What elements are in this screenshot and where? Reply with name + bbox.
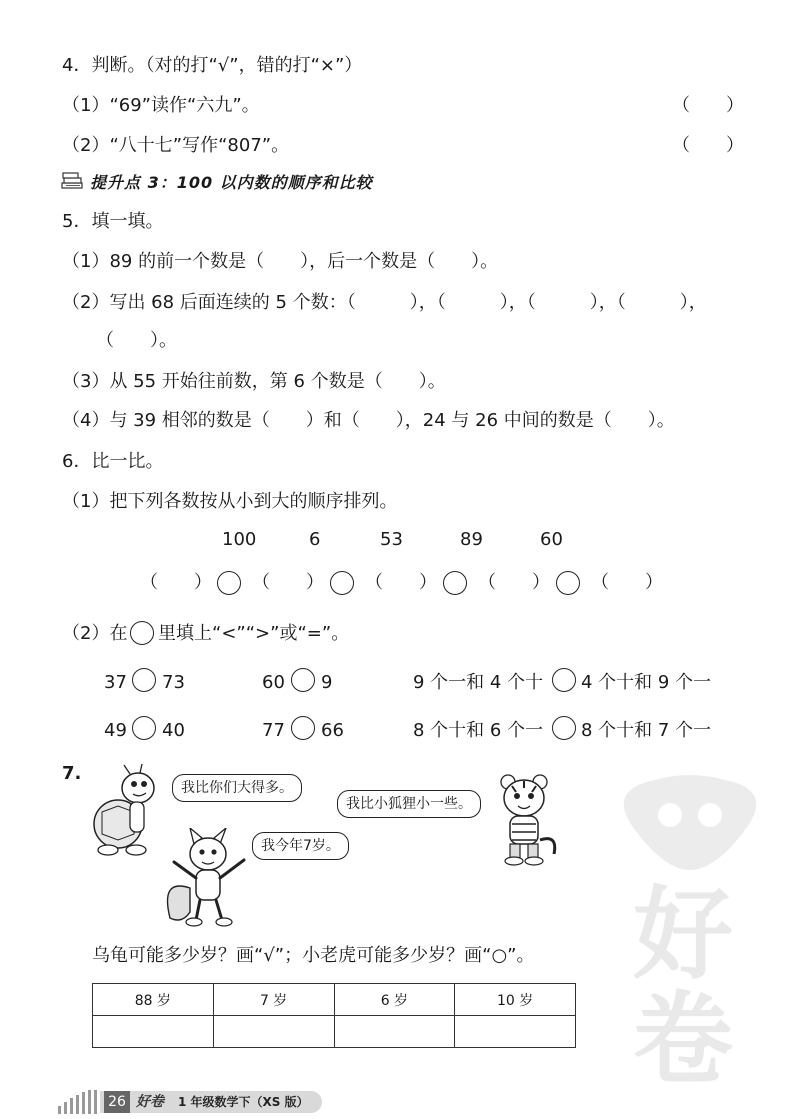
number-item: 89 — [460, 529, 483, 550]
q4-item-1: （1）“69”读作“六九”。 — [62, 95, 260, 116]
compare-right: 66 — [321, 720, 344, 741]
q5-title: 5．填一填。 — [62, 211, 164, 232]
number-item: 6 — [309, 529, 321, 550]
footer-logo: 好卷 — [136, 1094, 164, 1110]
q6-sub-1: （1）把下列各数按从小到大的顺序排列。 — [62, 491, 398, 512]
compare-circle — [130, 621, 154, 645]
footer-book-title: 1 年级数学下（XS 版） — [178, 1095, 309, 1109]
table-header-cell: 6 岁 — [334, 984, 455, 1016]
order-blank: （ ） — [478, 572, 550, 593]
order-blank: （ ） — [591, 572, 663, 593]
q7-number: 7. — [62, 763, 82, 784]
table-cell — [455, 1016, 576, 1048]
section-title: 提升点 3：100 以内数的顺序和比较 — [90, 173, 373, 192]
q4-item-2: （2）“八十七”写作“807”。 — [62, 135, 290, 156]
compare-circle — [291, 716, 315, 740]
q5-line-1: （1）89 的前一个数是（ ），后一个数是（ ）。 — [62, 251, 499, 272]
compare-circle — [217, 571, 241, 595]
table-header-cell: 88 岁 — [93, 984, 214, 1016]
q7-question: 乌龟可能多少岁？画“√”；小老虎可能多少岁？画“○”。 — [92, 945, 535, 966]
q5-line-4: （4）与 39 相邻的数是（ ）和（ ），24 与 26 中间的数是（ ）。 — [62, 410, 675, 431]
q4-item-1-blank: （ ） — [672, 95, 744, 116]
compare-right: 9 — [321, 672, 333, 693]
number-item: 60 — [540, 529, 563, 550]
footer-stripes — [58, 1090, 102, 1114]
compare-left: 37 — [104, 672, 127, 693]
compare-circle — [556, 571, 580, 595]
age-table — [92, 983, 576, 1048]
table-cell — [334, 1016, 455, 1048]
table-header-cell: 10 岁 — [455, 984, 576, 1016]
watermark-char: 好 — [633, 876, 733, 993]
q5-line-2b: （ ）。 — [96, 330, 177, 351]
order-blank: （ ） — [252, 572, 324, 593]
books-icon — [60, 172, 84, 192]
compare-circle — [132, 716, 156, 740]
fox-speech-bubble: 我今年7岁。 — [252, 832, 349, 860]
fox-illustration — [160, 828, 256, 928]
tiger-illustration — [492, 770, 564, 866]
compare-right: 40 — [162, 720, 185, 741]
order-blank: （ ） — [140, 572, 212, 593]
compare-circle — [443, 571, 467, 595]
turtle-illustration — [88, 762, 168, 858]
watermark-char: 卷 — [633, 981, 733, 1098]
compare-circle — [330, 571, 354, 595]
compare-circle — [552, 668, 576, 692]
q5-line-2a: （2）写出 68 后面连续的 5 个数：（ ），（ ），（ ），（ ）， — [62, 292, 707, 313]
q6-title: 6．比一比。 — [62, 451, 164, 472]
table-cell — [213, 1016, 334, 1048]
q6-sub-2-suffix: 里填上“<”“>”或“=”。 — [158, 623, 350, 644]
q5-line-3: （3）从 55 开始往前数，第 6 个数是（ ）。 — [62, 371, 446, 392]
compare-right: 8 个十和 7 个一 — [581, 720, 712, 741]
tiger-speech-bubble: 我比小狐狸小一些。 — [337, 790, 481, 818]
page-number: 26 — [104, 1091, 130, 1113]
table-cell — [93, 1016, 214, 1048]
number-item: 53 — [380, 529, 403, 550]
q4-item-2-blank: （ ） — [672, 135, 744, 156]
table-row — [93, 1016, 576, 1048]
table-header-row — [93, 984, 576, 1016]
compare-left: 60 — [262, 672, 285, 693]
q4-title: 4．判断。（对的打“√”，错的打“×”） — [62, 55, 363, 76]
compare-left: 9 个一和 4 个十 — [413, 672, 544, 693]
turtle-speech-bubble: 我比你们大得多。 — [172, 774, 302, 802]
compare-left: 77 — [262, 720, 285, 741]
compare-right: 4 个十和 9 个一 — [581, 672, 712, 693]
watermark — [595, 770, 785, 1100]
compare-right: 73 — [162, 672, 185, 693]
compare-left: 49 — [104, 720, 127, 741]
compare-circle — [291, 668, 315, 692]
compare-circle — [552, 716, 576, 740]
compare-left: 8 个十和 6 个一 — [413, 720, 544, 741]
number-item: 100 — [222, 529, 257, 550]
order-blank: （ ） — [365, 572, 437, 593]
compare-circle — [132, 668, 156, 692]
q6-sub-2-prefix: （2）在 — [62, 623, 128, 644]
table-header-cell: 7 岁 — [213, 984, 334, 1016]
